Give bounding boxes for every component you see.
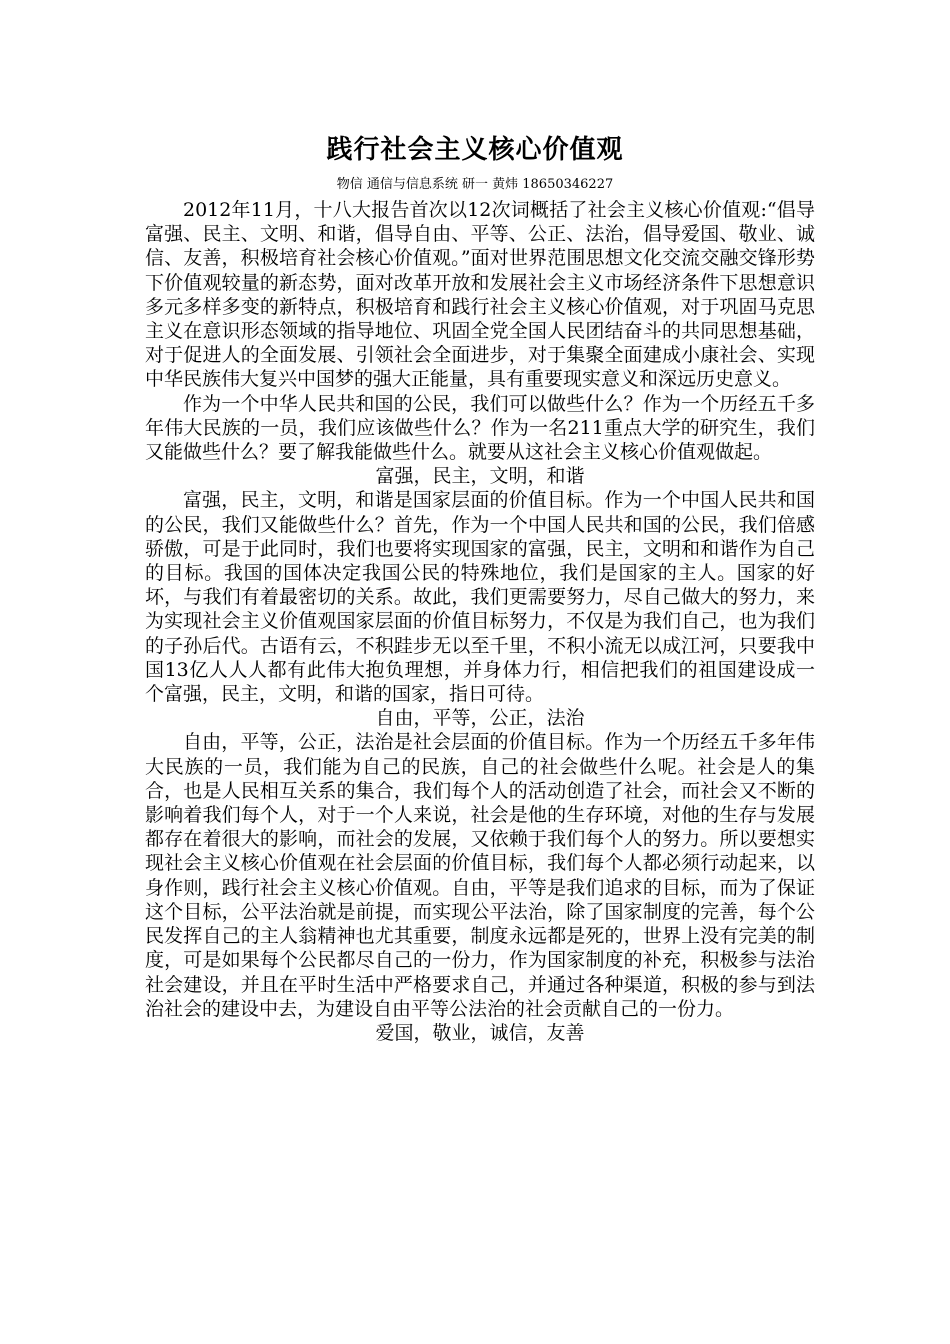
section-heading-social: 自由，平等，公正，法治	[375, 707, 585, 730]
section-heading-national: 富强，民主，文明，和谐	[375, 465, 585, 488]
document-body	[145, 198, 815, 1045]
section-paragraph-social: 自由，平等，公正，法治是社会层面的价值目标。作为一个历经五千多年伟大民族的一员，我们能为自己的民族，自己的社会做些什么呢。社会是人的集合，也是人民相互关系的集合，我们每个人的活动创造了社会，而社会又不断的影响着我们每个人，对于一个人来说，社会是他的生存环境，对他的生存与发展都存在着很大的影响，而社会的发展，又依赖于我们每个人的努力。所以要想实现社会主义核心价值观在社会层面的价值目标，我们每个人都必须行动起来，以身作则，践行社会主义核心价值观。自由，平等是我们追求的目标，而为了保证这个目标，公平法治就是前提，而实现公平法治，除了国家制度的完善，每个公民发挥自己的主人翁精神也尤其重要，制度永远都是死的，世界上没有完美的制度，可是如果每个公民都尽自己的一份力，作为国家制度的补充，积极参与法治社会建设，并且在平时生活中严格要求自己，并通过各种渠道，积极的参与到法治社会的建设中去，为建设自由平等公法治的社会贡献自己的一份力。	[145, 731, 815, 1020]
intro-paragraph-2: 作为一个中华人民共和国的公民，我们可以做些什么？作为一个历经五千多年伟大民族的一员，我们应该做些什么？作为一名211重点大学的研究生，我们又能做些什么？要了解我能做些什么。就要从这社会主义核心价值观做起。	[145, 392, 815, 464]
author-byline: 物信 通信与信息系统 研一 黄炜 18650346227	[336, 177, 614, 192]
section-paragraph-national: 富强，民主，文明，和谐是国家层面的价值目标。作为一个中国人民共和国的公民，我们又能做些什么？首先，作为一个中国人民共和国的公民，我们倍感骄傲，可是于此同时，我们也要将实现国家的富强，民主，文明和和谐作为自己的目标。我国的国体决定我国公民的特殊地位，我们是国家的主人。国家的好坏，与我们有着最密切的关系。故此，我们更需要努力，尽自己做大的努力，来为实现社会主义价值观国家层面的价值目标努力，不仅是为我们自己，也为我们的子孙后代。古语有云，不积跬步无以至千里，不积小流无以成江河，只要我中国13亿人人人都有此伟大抱负理想，并身体力行，相信把我们的祖国建设成一个富强，民主，文明，和谐的国家，指日可待。	[145, 489, 815, 706]
document-title: 践行社会主义核心价值观	[326, 135, 624, 165]
intro-paragraph-1: 2012年11月，十八大报告首次以12次词概括了社会主义核心价值观:“倡导富强、民主、文明、和谐，倡导自由、平等、公正、法治，倡导爱国、敬业、诚信、友善，积极培育社会核心价值观。”面对世界范围思想文化交流交融交锋形势下价值观较量的新态势，面对改革开放和发展社会主义市场经济条件下思想意识多元多样多变的新特点，积极培育和践行社会主义核心价值观，对于巩固马克思主义在意识形态领域的指导地位、巩固全党全国人民团结奋斗的共同思想基础，对于促进人的全面发展、引领社会全面进步，对于集聚全面建成小康社会、实现中华民族伟大复兴中国梦的强大正能量，具有重要现实意义和深远历史意义。	[145, 199, 815, 391]
section-heading-individual: 爱国，敬业，诚信，友善	[375, 1021, 585, 1044]
